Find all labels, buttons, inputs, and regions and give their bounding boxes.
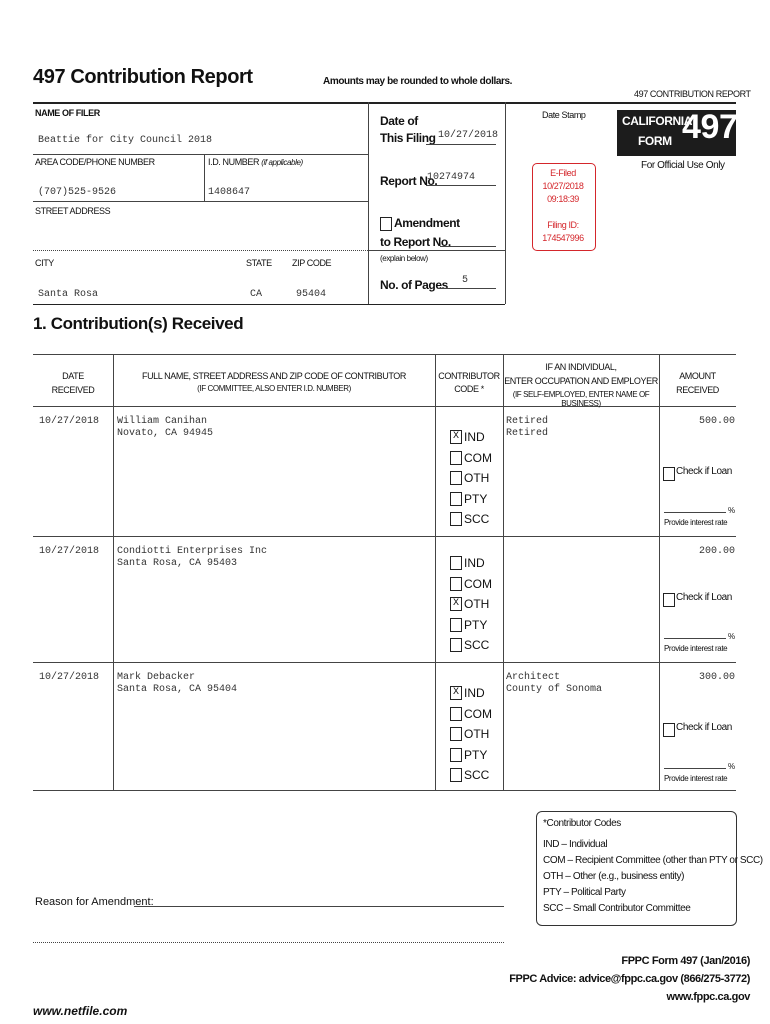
col-date-header-1: DATE (62, 371, 84, 381)
occupation: Retired (506, 416, 549, 427)
col-name-header-1: FULL NAME, STREET ADDRESS AND ZIP CODE OF CONTRIBUTOR (141, 371, 406, 381)
interest-rate-line[interactable] (664, 638, 726, 639)
code-checkbox-oth[interactable] (450, 471, 462, 485)
id-number-label: I.D. NUMBER (if applicable) (208, 157, 303, 167)
code-checkbox-scc[interactable] (450, 768, 462, 782)
interest-rate-line[interactable] (664, 768, 726, 769)
explain-note: (explain below) (380, 254, 428, 263)
code-checkbox-oth[interactable] (450, 727, 462, 741)
amendment-checkbox[interactable] (380, 217, 392, 231)
col-code-header-2: CODE * (454, 384, 484, 394)
amendment-label: Amendment (394, 216, 460, 230)
loan-label: Check if Loan (676, 466, 732, 477)
date-stamp-label: Date Stamp (542, 110, 586, 120)
date-of-filing-label-1: Date of (380, 114, 418, 128)
col-amount-header-1: AMOUNT (679, 371, 716, 381)
amendment-reason-line[interactable] (134, 906, 504, 907)
code-checkbox-com[interactable] (450, 707, 462, 721)
legend-item: IND – Individual (543, 839, 608, 850)
row-date: 10/27/2018 (39, 546, 100, 557)
page-count[interactable]: 5 (462, 275, 469, 286)
col-code-header-1: CONTRIBUTOR (438, 371, 500, 381)
loan-checkbox[interactable] (663, 593, 675, 607)
amount: 200.00 (698, 546, 735, 557)
page-title: 497 Contribution Report (33, 66, 253, 88)
employer: Retired (506, 428, 549, 439)
employer: County of Sonoma (506, 684, 603, 695)
interest-rate-label: Provide interest rate (664, 644, 728, 653)
code-label-com: COM (464, 577, 492, 591)
col-occupation-header-2: ENTER OCCUPATION AND EMPLOYER (504, 376, 658, 386)
code-label-oth: OTH (464, 597, 490, 611)
vendor-link[interactable]: www.netfile.com (33, 1004, 128, 1018)
loan-label: Check if Loan (676, 722, 732, 733)
report-no[interactable]: 10274974 (427, 172, 476, 183)
report-no-label: Report No. (380, 174, 438, 188)
filer-name-label: NAME OF FILER (35, 108, 100, 118)
badge-form-word: FORM (638, 134, 672, 148)
amendment-reason-label: Reason for Amendment: (35, 896, 154, 908)
legend-item: COM – Recipient Committee (other than PTY or SCC) (543, 855, 763, 866)
badge-number: 497 (682, 108, 738, 146)
form-version: FPPC Form 497 (Jan/2016) (621, 955, 750, 967)
loan-checkbox[interactable] (663, 723, 675, 737)
contributor-name: Mark Debacker (117, 672, 196, 683)
code-label-scc: SCC (464, 512, 490, 526)
code-label-ind: IND (464, 430, 485, 444)
code-label-oth: OTH (464, 727, 490, 741)
phone-label: AREA CODE/PHONE NUMBER (35, 157, 155, 167)
interest-rate-label: Provide interest rate (664, 518, 728, 527)
occupation: Architect (506, 672, 561, 683)
city-label: CITY (35, 258, 54, 268)
amount: 300.00 (698, 672, 735, 683)
efiled-text: E-Filed (550, 168, 576, 178)
code-label-scc: SCC (464, 768, 490, 782)
section-title: 1. Contribution(s) Received (33, 314, 244, 333)
code-checkbox-ind[interactable]: X (450, 430, 462, 444)
stamp-date: 10/27/2018 (542, 181, 584, 191)
amendment-reason-line-2[interactable] (33, 942, 504, 943)
filer-zip[interactable]: 95404 (296, 289, 327, 300)
contributor-address: Santa Rosa, CA 95403 (117, 558, 238, 569)
percent-sign: % (728, 632, 735, 641)
code-checkbox-ind[interactable] (450, 556, 462, 570)
rounding-note: Amounts may be rounded to whole dollars. (323, 76, 513, 87)
code-checkbox-pty[interactable] (450, 618, 462, 632)
code-label-com: COM (464, 451, 492, 465)
code-label-pty: PTY (464, 618, 488, 632)
code-checkbox-pty[interactable] (450, 748, 462, 762)
state-label: STATE (246, 258, 272, 268)
code-checkbox-pty[interactable] (450, 492, 462, 506)
code-label-ind: IND (464, 556, 485, 570)
code-checkbox-com[interactable] (450, 451, 462, 465)
code-checkbox-scc[interactable] (450, 512, 462, 526)
code-label-pty: PTY (464, 748, 488, 762)
loan-checkbox[interactable] (663, 467, 675, 481)
code-label-pty: PTY (464, 492, 488, 506)
badge-state: CALIFORNIA (622, 114, 692, 128)
percent-sign: % (728, 762, 735, 771)
fppc-website: www.fppc.ca.gov (666, 991, 750, 1003)
amendment-to-label: to Report No. (380, 235, 451, 249)
zip-label: ZIP CODE (292, 258, 332, 268)
code-label-oth: OTH (464, 471, 490, 485)
legend-title: *Contributor Codes (543, 818, 621, 829)
date-of-filing-label-2: This Filing (380, 131, 436, 145)
filer-state[interactable]: CA (250, 289, 263, 300)
contributor-name: Condiotti Enterprises Inc (117, 546, 268, 557)
filer-phone[interactable]: (707)525-9526 (38, 187, 117, 198)
filing-date[interactable]: 10/27/2018 (438, 130, 499, 141)
code-label-ind: IND (464, 686, 485, 700)
code-checkbox-com[interactable] (450, 577, 462, 591)
official-use-label: For Official Use Only (641, 160, 725, 171)
code-checkbox-ind[interactable]: X (450, 686, 462, 700)
col-amount-header-2: RECEIVED (676, 385, 719, 395)
filing-id-label: Filing ID: (547, 220, 579, 230)
form-name-top-right: 497 CONTRIBUTION REPORT (634, 89, 751, 99)
legend-item: PTY – Political Party (543, 887, 626, 898)
filing-id: 174547996 (542, 233, 584, 243)
col-date-header-2: RECEIVED (51, 385, 95, 395)
row-date: 10/27/2018 (39, 672, 100, 683)
interest-rate-line[interactable] (664, 512, 726, 513)
legend-item: OTH – Other (e.g., business entity) (543, 871, 685, 882)
code-checkbox-scc[interactable] (450, 638, 462, 652)
loan-label: Check if Loan (676, 592, 732, 603)
filer-id-number[interactable]: 1408647 (208, 187, 251, 198)
code-checkbox-oth[interactable]: X (450, 597, 462, 611)
col-name-header-2: (IF COMMITTEE, ALSO ENTER I.D. NUMBER) (197, 384, 351, 393)
stamp-time: 09:18:39 (547, 194, 579, 204)
col-occupation-header-1: IF AN INDIVIDUAL, (545, 362, 617, 372)
street-label: STREET ADDRESS (35, 206, 111, 216)
legend-item: SCC – Small Contributor Committee (543, 903, 691, 914)
filer-city[interactable]: Santa Rosa (38, 289, 99, 300)
col-occupation-header-3: (IF SELF-EMPLOYED, ENTER NAME OF BUSINESS) (512, 390, 650, 408)
percent-sign: % (728, 506, 735, 515)
contributor-address: Novato, CA 94945 (117, 428, 214, 439)
contributor-name: William Canihan (117, 416, 208, 427)
amount: 500.00 (698, 416, 735, 427)
pages-label: No. of Pages (380, 278, 448, 292)
interest-rate-label: Provide interest rate (664, 774, 728, 783)
code-label-scc: SCC (464, 638, 490, 652)
fppc-advice: FPPC Advice: advice@fppc.ca.gov (866/275-3772) (509, 973, 750, 985)
row-date: 10/27/2018 (39, 416, 100, 427)
contributor-address: Santa Rosa, CA 95404 (117, 684, 238, 695)
code-label-com: COM (464, 707, 492, 721)
filer-name[interactable]: Beattie for City Council 2018 (38, 135, 213, 146)
